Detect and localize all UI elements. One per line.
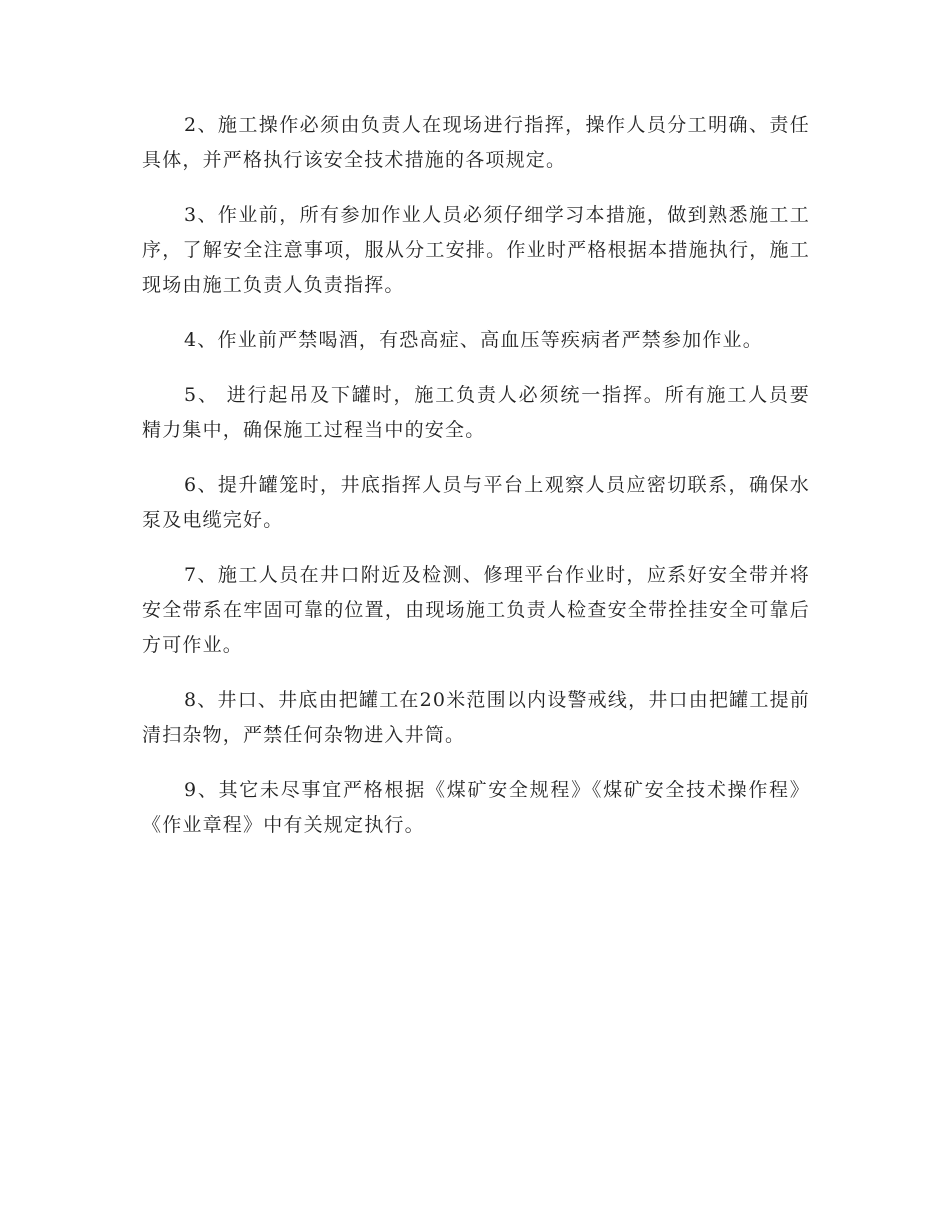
paragraph-item-6: 6、提升罐笼时，井底指挥人员与平台上观察人员应密切联系，确保水泵及电缆完好。 [142, 474, 810, 531]
paragraph-item-7: 7、施工人员在井口附近及检测、修理平台作业时，应系好安全带并将安全带系在牢固可靠的位置，由现场施工负责人检查安全带拴挂安全可靠后方可作业。 [142, 564, 810, 656]
paragraph-item-9: 9、其它未尽事宜严格根据《煤矿安全规程》《煤矿安全技术操作程》《作业章程》中有关规定执行。 [142, 779, 810, 836]
paragraph-item-3: 3、作业前，所有参加作业人员必须仔细学习本措施，做到熟悉施工工序，了解安全注意事项，服从分工安排。作业时严格根据本措施执行，施工现场由施工负责人负责指挥。 [142, 204, 810, 296]
document-body [142, 108, 810, 863]
paragraph-item-2: 2、施工操作必须由负责人在现场进行指挥，操作人员分工明确、责任具体，并严格执行该安全技术措施的各项规定。 [142, 114, 810, 171]
paragraph-item-5: 5、 进行起吊及下罐时，施工负责人必须统一指挥。所有施工人员要精力集中，确保施工过程当中的安全。 [142, 384, 810, 441]
paragraph-item-4: 4、作业前严禁喝酒，有恐高症、高血压等疾病者严禁参加作业。 [184, 329, 763, 351]
paragraph-item-8: 8、井口、井底由把罐工在20米范围以内设警戒线，井口由把罐工提前清扫杂物，严禁任何杂物进入井筒。 [142, 689, 810, 746]
